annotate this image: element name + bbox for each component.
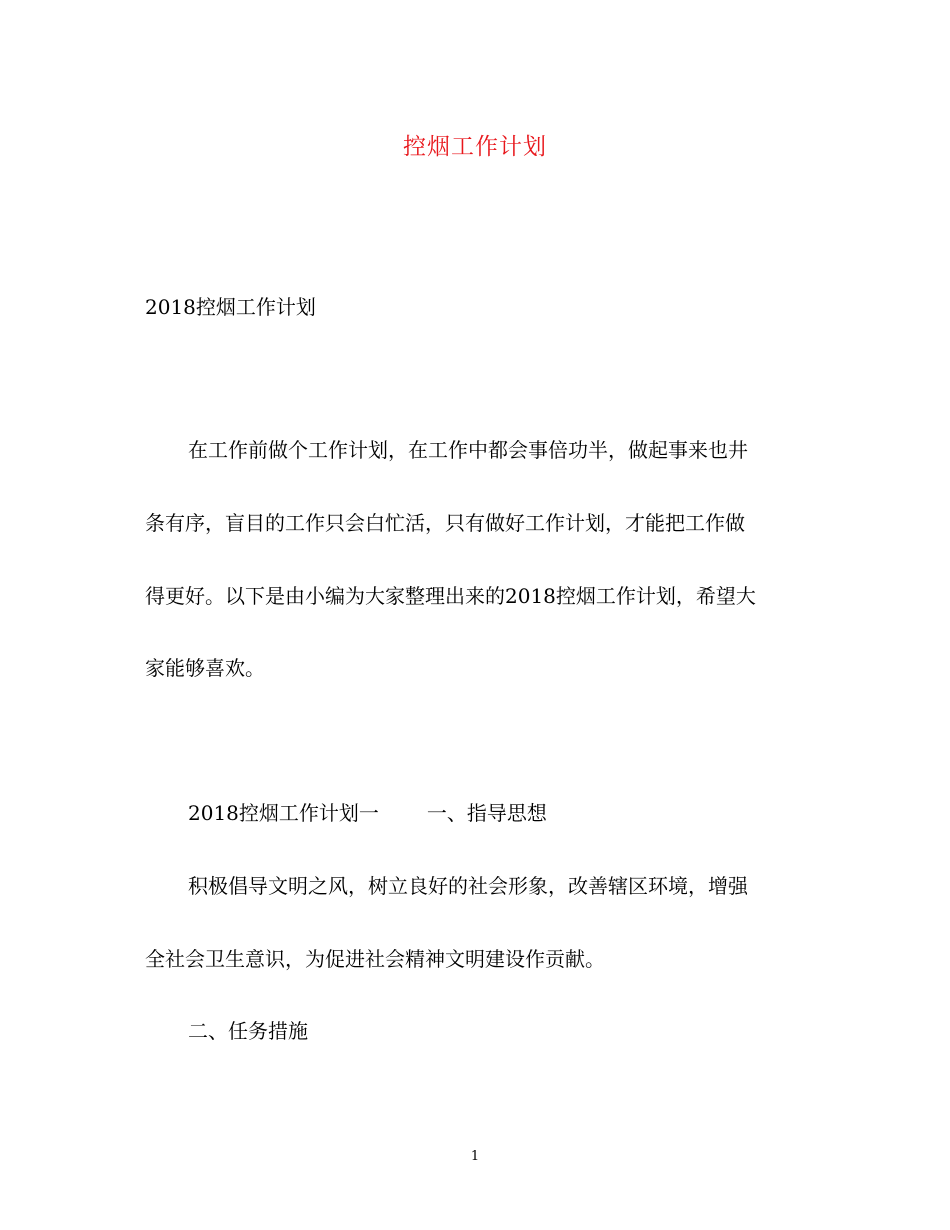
page-number: 1 — [470, 1149, 480, 1164]
body-line-1: 积极倡导文明之风，树立良好的社会形象，改善辖区环境，增强 — [188, 874, 748, 898]
section-heading: 2018控烟工作计划一 — [188, 801, 379, 825]
body-line-2: 全社会卫生意识，为促进社会精神文明建设作贡献。 — [145, 947, 605, 971]
intro-line-1: 在工作前做个工作计划，在工作中都会事倍功半，做起事来也井 — [188, 438, 748, 462]
intro-line-4: 家能够喜欢。 — [145, 656, 265, 680]
intro-line-3: 得更好。以下是由小编为大家整理出来的2018控烟工作计划，希望大 — [145, 584, 756, 608]
document-subtitle: 2018控烟工作计划 — [145, 295, 316, 319]
document-title: 控烟工作计划 — [403, 134, 547, 160]
section-item-guiding-ideology: 一、指导思想 — [426, 801, 547, 825]
section-item-task-measures: 二、任务措施 — [188, 1019, 308, 1043]
intro-line-2: 条有序，盲目的工作只会白忙活，只有做好工作计划，才能把工作做 — [145, 511, 745, 535]
section-heading-row — [188, 798, 547, 828]
